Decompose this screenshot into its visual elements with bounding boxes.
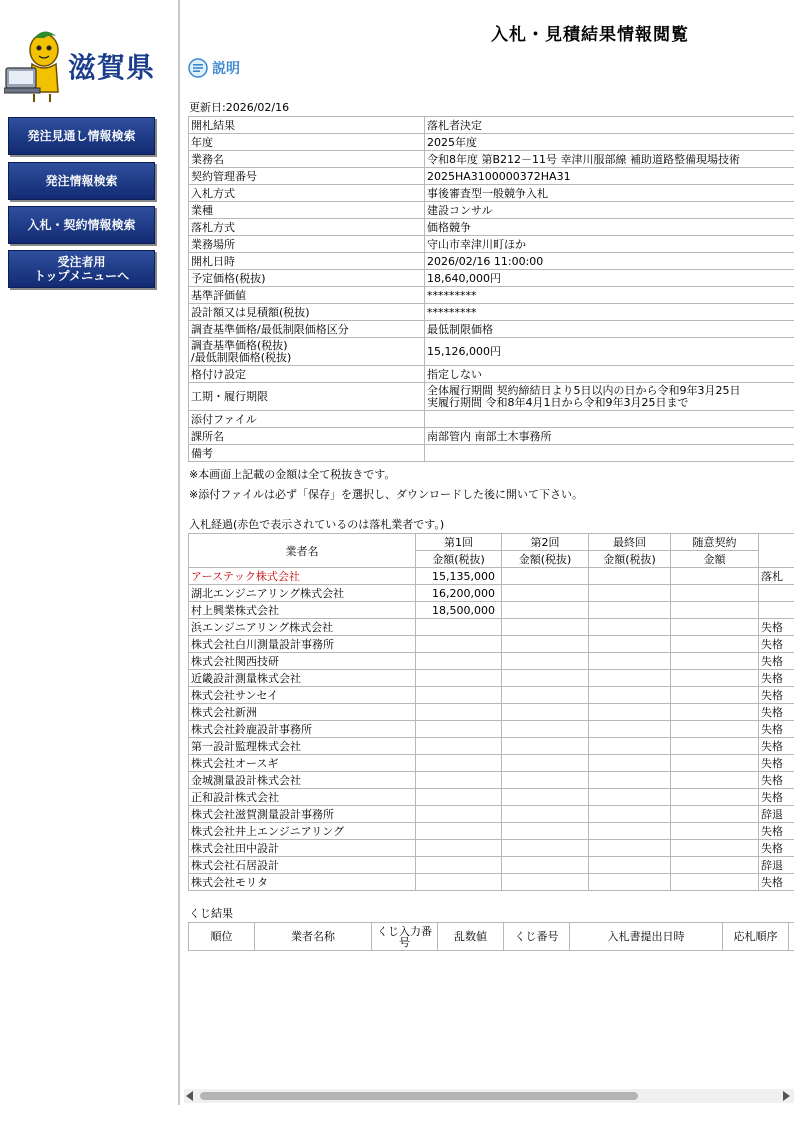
final-amount: [589, 721, 671, 738]
bidder-name: 近畿設計測量株式会社: [189, 670, 416, 687]
lottery-header-cell: くじ番号: [504, 923, 570, 951]
page-title: 入札・見積結果情報閲覧: [491, 25, 689, 45]
bidder-name: 株式会社田中設計: [189, 840, 416, 857]
info-value: *********: [425, 304, 794, 321]
info-row: [189, 445, 794, 462]
bid-row: [189, 738, 794, 755]
info-key: 工期・履行期限: [189, 383, 425, 411]
round1-header: 第1回: [416, 534, 502, 551]
round1-amount: [416, 687, 502, 704]
round1-amount: [416, 874, 502, 891]
bidder-name: 株式会社白川測量設計事務所: [189, 636, 416, 653]
bidder-name: 第一設計監理株式会社: [189, 738, 416, 755]
round2-amount: [502, 874, 589, 891]
negotiated-amount: [671, 687, 759, 704]
attachment-note: ※添付ファイルは必ず「保存」を選択し、ダウンロードした後に開いて下さい。: [189, 488, 583, 501]
info-key: 業種: [189, 202, 425, 219]
bidder-name: 株式会社井上エンジニアリング: [189, 823, 416, 840]
info-row: [189, 236, 794, 253]
bid-status: 失格: [759, 619, 794, 636]
lottery-header-cell: 順位: [189, 923, 255, 951]
info-key: 入札方式: [189, 185, 425, 202]
bid-row: [189, 619, 794, 636]
bid-row: [189, 568, 794, 585]
info-value: 2025HA3100000372HA31: [425, 168, 794, 185]
lottery-header-cell: 乱数値: [438, 923, 504, 951]
info-row: [189, 117, 794, 134]
info-value: 事後審査型一般競争入札: [425, 185, 794, 202]
bid-row: [189, 687, 794, 704]
horizontal-scrollbar[interactable]: [184, 1089, 794, 1103]
bidder-name: 浜エンジニアリング株式会社: [189, 619, 416, 636]
bidder-name: アーステック株式会社: [189, 568, 416, 585]
lottery-table: [188, 922, 794, 951]
info-row: [189, 202, 794, 219]
bid-status: [759, 602, 794, 619]
round2-amount: [502, 755, 589, 772]
info-row: [189, 270, 794, 287]
final-amount: [589, 670, 671, 687]
bid-contract-search-button[interactable]: 入札・契約情報検索: [8, 206, 155, 244]
round2-amount: [502, 721, 589, 738]
bid-status: 辞退: [759, 806, 794, 823]
info-row: [189, 321, 794, 338]
order-info-search-button[interactable]: 発注情報検索: [8, 162, 155, 200]
round1-amount: [416, 806, 502, 823]
final-amount: [589, 738, 671, 755]
info-key: 予定価格(税抜): [189, 270, 425, 287]
info-key: 設計額又は見積額(税抜): [189, 304, 425, 321]
bidder-name: 村上興業株式会社: [189, 602, 416, 619]
negotiated-amount: [671, 738, 759, 755]
bid-row: [189, 806, 794, 823]
tax-note: ※本画面上記載の金額は全て税抜きです。: [189, 468, 396, 481]
round2-amount: [502, 823, 589, 840]
lottery-title: くじ結果: [189, 907, 233, 920]
final-amount: [589, 653, 671, 670]
bidder-name: 株式会社新洲: [189, 704, 416, 721]
lottery-header-cell: [789, 923, 794, 951]
bidder-name: 株式会社関西技研: [189, 653, 416, 670]
info-value: 指定しない: [425, 366, 794, 383]
round1-amount: [416, 823, 502, 840]
bid-history-table: [188, 533, 794, 891]
round2-amount: [502, 585, 589, 602]
bid-status: 失格: [759, 823, 794, 840]
prefecture-logo-text: 滋賀県: [68, 51, 156, 84]
round2-amount: [502, 806, 589, 823]
info-value: 建設コンサル: [425, 202, 794, 219]
bid-row: [189, 704, 794, 721]
info-row: [189, 366, 794, 383]
contractor-top-menu-button[interactable]: 受注者用 トップメニューへ: [8, 250, 155, 288]
explain-link[interactable]: [188, 56, 240, 80]
bid-status: 失格: [759, 687, 794, 704]
scroll-right-arrow-icon[interactable]: [783, 1091, 790, 1101]
round1-amount: [416, 619, 502, 636]
round1-amount: [416, 653, 502, 670]
final-round-header: 最終回: [589, 534, 671, 551]
info-key: 落札方式: [189, 219, 425, 236]
negotiated-amount: [671, 585, 759, 602]
lottery-header-cell: 応札順序: [723, 923, 789, 951]
bidder-name: 湖北エンジニアリング株式会社: [189, 585, 416, 602]
round1-amount: 16,200,000: [416, 585, 502, 602]
info-key: 調査基準価格(税抜) /最低制限価格(税抜): [189, 338, 425, 366]
explain-icon: [188, 58, 208, 78]
bid-status: 失格: [759, 874, 794, 891]
sidebar: [0, 0, 180, 1105]
negotiated-amount: [671, 704, 759, 721]
bid-row: [189, 636, 794, 653]
info-key: 業務場所: [189, 236, 425, 253]
info-row: [189, 338, 794, 366]
round1-amount: [416, 772, 502, 789]
negotiated-header: 随意契約: [671, 534, 759, 551]
round1-amount-header: 金額(税抜): [416, 551, 502, 568]
negotiated-amount: [671, 568, 759, 585]
bidder-name: 株式会社サンセイ: [189, 687, 416, 704]
bid-status: 失格: [759, 636, 794, 653]
info-key: 開札結果: [189, 117, 425, 134]
negotiated-amount: [671, 721, 759, 738]
final-amount: [589, 840, 671, 857]
negotiated-amount: [671, 806, 759, 823]
final-amount: [589, 619, 671, 636]
final-amount-header: 金額(税抜): [589, 551, 671, 568]
final-amount: [589, 806, 671, 823]
info-value: *********: [425, 287, 794, 304]
info-key: 課所名: [189, 428, 425, 445]
bid-status: 失格: [759, 670, 794, 687]
bidder-name: 金城測量設計株式会社: [189, 772, 416, 789]
lottery-header-cell: 入札書提出日時: [570, 923, 723, 951]
negotiated-amount: [671, 874, 759, 891]
bid-row: [189, 653, 794, 670]
negotiated-amount: [671, 789, 759, 806]
bid-row: [189, 670, 794, 687]
bid-row: [189, 772, 794, 789]
explain-label: 説明: [212, 61, 240, 77]
info-value: 15,126,000円: [425, 338, 794, 366]
round2-amount: [502, 857, 589, 874]
info-key: 業務名: [189, 151, 425, 168]
final-amount: [589, 823, 671, 840]
info-row: [189, 219, 794, 236]
negotiated-amount: [671, 619, 759, 636]
company-header: 業者名: [189, 534, 416, 568]
round2-amount-header: 金額(税抜): [502, 551, 589, 568]
bid-status: 落札: [759, 568, 794, 585]
negotiated-amount: [671, 857, 759, 874]
bid-status: 失格: [759, 721, 794, 738]
info-value: [425, 445, 794, 462]
round1-amount: [416, 840, 502, 857]
info-key: 調査基準価格/最低制限価格区分: [189, 321, 425, 338]
result-info-table: [188, 116, 794, 462]
info-key: 基準評価値: [189, 287, 425, 304]
updated-date: 更新日:2026/02/16: [189, 101, 290, 114]
round2-amount: [502, 568, 589, 585]
bid-status: 失格: [759, 772, 794, 789]
info-row: [189, 383, 794, 411]
bid-status: [759, 585, 794, 602]
scroll-thumb[interactable]: [200, 1092, 638, 1100]
round1-amount: 18,500,000: [416, 602, 502, 619]
info-key: 年度: [189, 134, 425, 151]
negotiated-amount: [671, 823, 759, 840]
info-row: [189, 428, 794, 445]
info-row: [189, 253, 794, 270]
negotiated-amount: [671, 840, 759, 857]
round2-amount: [502, 602, 589, 619]
bid-status: 辞退: [759, 857, 794, 874]
final-amount: [589, 704, 671, 721]
info-key: 備考: [189, 445, 425, 462]
info-value: 2026/02/16 11:00:00: [425, 253, 794, 270]
round2-amount: [502, 687, 589, 704]
negotiated-amount: [671, 670, 759, 687]
order-outlook-search-button[interactable]: 発注見通し情報検索: [8, 117, 155, 155]
bid-row: [189, 585, 794, 602]
info-row: [189, 134, 794, 151]
bid-status: 失格: [759, 755, 794, 772]
round1-amount: [416, 857, 502, 874]
final-amount: [589, 687, 671, 704]
info-value: 落札者決定: [425, 117, 794, 134]
bidder-name: 株式会社鈴鹿設計事務所: [189, 721, 416, 738]
final-amount: [589, 874, 671, 891]
negotiated-amount: [671, 636, 759, 653]
round2-amount: [502, 772, 589, 789]
bid-section-title: 入札経過(赤色で表示されているのは落札業者です。): [189, 518, 445, 531]
final-amount: [589, 585, 671, 602]
info-value: 南部管内 南部土木事務所: [425, 428, 794, 445]
round1-amount: 15,135,000: [416, 568, 502, 585]
bidder-name: 株式会社オースギ: [189, 755, 416, 772]
final-amount: [589, 636, 671, 653]
round1-amount: [416, 789, 502, 806]
bid-status: 失格: [759, 653, 794, 670]
bid-row: [189, 857, 794, 874]
bid-status: 失格: [759, 840, 794, 857]
bidder-name: 株式会社モリタ: [189, 874, 416, 891]
round1-amount: [416, 721, 502, 738]
round2-header: 第2回: [502, 534, 589, 551]
bid-row: [189, 755, 794, 772]
lottery-header-cell: 業者名称: [255, 923, 372, 951]
final-amount: [589, 755, 671, 772]
bid-status: 失格: [759, 704, 794, 721]
bid-row: [189, 789, 794, 806]
info-row: [189, 411, 794, 428]
lottery-header-cell: くじ入力番 号: [372, 923, 438, 951]
info-key: 契約管理番号: [189, 168, 425, 185]
round1-amount: [416, 670, 502, 687]
info-row: [189, 151, 794, 168]
info-value: 価格競争: [425, 219, 794, 236]
info-value: 全体履行期間 契約締結日より5日以内の日から令和9年3月25日 実履行期間 令和8年4月1日から令和9年3月25日まで: [425, 383, 794, 411]
bid-row: [189, 602, 794, 619]
negotiated-amount: [671, 755, 759, 772]
round2-amount: [502, 840, 589, 857]
info-key: 添付ファイル: [189, 411, 425, 428]
round2-amount: [502, 653, 589, 670]
round1-amount: [416, 704, 502, 721]
final-amount: [589, 789, 671, 806]
info-row: [189, 287, 794, 304]
bid-status: 失格: [759, 789, 794, 806]
info-key: 格付け設定: [189, 366, 425, 383]
info-row: [189, 168, 794, 185]
round2-amount: [502, 636, 589, 653]
bidder-name: 株式会社滋賀測量設計事務所: [189, 806, 416, 823]
bidder-name: 正和設計株式会社: [189, 789, 416, 806]
round2-amount: [502, 670, 589, 687]
info-key: 開札日時: [189, 253, 425, 270]
bidder-name: 株式会社石居設計: [189, 857, 416, 874]
final-amount: [589, 602, 671, 619]
bid-row: [189, 874, 794, 891]
bid-row: [189, 840, 794, 857]
negotiated-amount-header: 金額: [671, 551, 759, 568]
round1-amount: [416, 755, 502, 772]
info-value: 2025年度: [425, 134, 794, 151]
info-value: 守山市幸津川町ほか: [425, 236, 794, 253]
info-value: [425, 411, 794, 428]
final-amount: [589, 857, 671, 874]
round2-amount: [502, 738, 589, 755]
bid-status: 失格: [759, 738, 794, 755]
info-row: [189, 304, 794, 321]
round2-amount: [502, 619, 589, 636]
info-row: [189, 185, 794, 202]
negotiated-amount: [671, 772, 759, 789]
round1-amount: [416, 636, 502, 653]
final-amount: [589, 772, 671, 789]
info-value: 最低制限価格: [425, 321, 794, 338]
round2-amount: [502, 789, 589, 806]
info-value: 令和8年度 第B212－11号 幸津川服部線 補助道路整備現場技術: [425, 151, 794, 168]
round2-amount: [502, 704, 589, 721]
negotiated-amount: [671, 602, 759, 619]
round1-amount: [416, 738, 502, 755]
final-amount: [589, 568, 671, 585]
status-header: [759, 534, 794, 568]
info-value: 18,640,000円: [425, 270, 794, 287]
bid-row: [189, 721, 794, 738]
bid-row: [189, 823, 794, 840]
scroll-left-arrow-icon[interactable]: [186, 1091, 193, 1101]
negotiated-amount: [671, 653, 759, 670]
